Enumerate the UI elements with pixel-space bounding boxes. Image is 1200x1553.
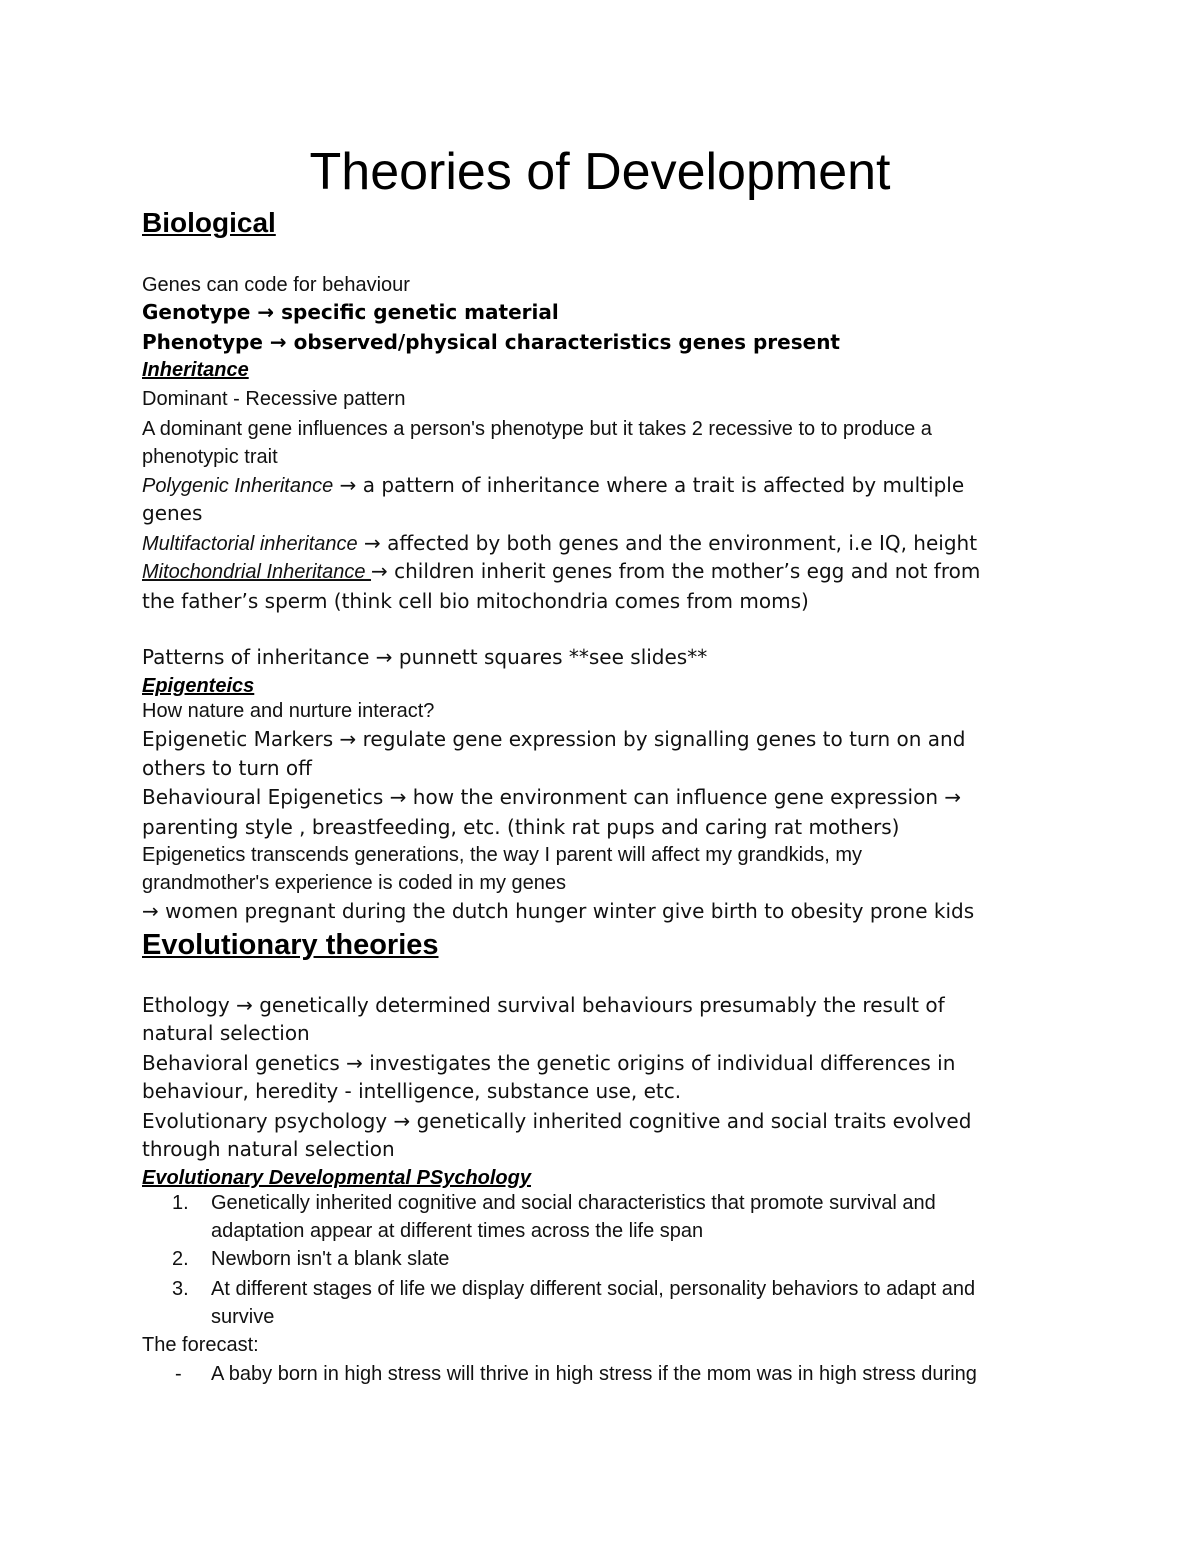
genotype-definition: Genotype → specific genetic material — [142, 300, 559, 324]
list-item-continuation: survive — [211, 1306, 275, 1328]
text-line: phenotypic trait — [142, 446, 278, 468]
polygenic-line — [142, 473, 964, 498]
text-line: behaviour, heredity - intelligence, substance use, etc. — [142, 1079, 682, 1103]
text-line: genes — [142, 501, 203, 525]
list-item: Genetically inherited cognitive and social characteristics that promote survival and — [211, 1192, 936, 1214]
text-line: → women pregnant during the dutch hunger winter give birth to obesity prone kids — [142, 899, 975, 923]
text-line: Genes can code for behaviour — [142, 274, 410, 296]
mitochondrial-line — [142, 559, 980, 584]
text-line: The forecast: — [142, 1334, 259, 1356]
section-heading-evolutionary: Evolutionary theories — [142, 929, 439, 961]
term-multifactorial: Multifactorial inheritance — [142, 533, 358, 555]
list-item: Newborn isn't a blank slate — [211, 1248, 450, 1270]
term-mitochondrial: Mitochondrial Inheritance — [142, 561, 372, 583]
multifactorial-line — [142, 531, 977, 556]
list-number: 3. — [172, 1278, 189, 1300]
list-item: A baby born in high stress will thrive in high stress if the mom was in high stress during — [211, 1363, 977, 1385]
list-item: At different stages of life we display different social, personality behaviors to adapt and — [211, 1278, 976, 1300]
text-line: Behavioral genetics → investigates the genetic origins of individual differences in — [142, 1051, 956, 1075]
term-polygenic: Polygenic Inheritance — [142, 475, 334, 497]
text-line: A dominant gene influences a person's phenotype but it takes 2 recessive to to produce a — [142, 418, 932, 440]
list-item-continuation: adaptation appear at different times across the life span — [211, 1220, 704, 1242]
text-line: natural selection — [142, 1021, 310, 1045]
subheading-inheritance: Inheritance — [142, 359, 249, 381]
text-line: parenting style , breastfeeding, etc. (think rat pups and caring rat mothers) — [142, 815, 900, 839]
text-line: grandmother's experience is coded in my genes — [142, 872, 567, 894]
list-number: 1. — [172, 1192, 189, 1214]
text-line: Dominant - Recessive pattern — [142, 388, 406, 410]
bullet-dash: - — [175, 1363, 182, 1385]
phenotype-definition: Phenotype → observed/physical characteristics genes present — [142, 330, 840, 354]
definition-text: → affected by both genes and the environment, i.e IQ, height — [357, 531, 978, 555]
text-line: the father’s sperm (think cell bio mitochondria comes from moms) — [142, 589, 809, 613]
list-number: 2. — [172, 1248, 189, 1270]
text-line: Behavioural Epigenetics → how the environment can influence gene expression → — [142, 785, 962, 809]
subheading-epigenetics: Epigenteics — [142, 675, 255, 697]
text-line: others to turn off — [142, 756, 312, 780]
text-line: Evolutionary psychology → genetically inherited cognitive and social traits evolved — [142, 1109, 972, 1133]
definition-text: → children inherit genes from the mother’s egg and not from — [371, 559, 981, 583]
text-line: Epigenetics transcends generations, the way I parent will affect my grandkids, my — [142, 844, 862, 866]
text-line: through natural selection — [142, 1137, 395, 1161]
section-heading-biological: Biological — [142, 207, 276, 238]
text-line: Ethology → genetically determined survival behaviours presumably the result of — [142, 993, 945, 1017]
text-line: How nature and nurture interact? — [142, 700, 435, 722]
page-title: Theories of Development — [309, 143, 891, 201]
subheading-evo-dev-psych: Evolutionary Developmental PSychology — [142, 1167, 531, 1189]
definition-text: → a pattern of inheritance where a trait is affected by multiple — [333, 473, 965, 497]
text-line: Epigenetic Markers → regulate gene expression by signalling genes to turn on and — [142, 727, 966, 751]
text-line: Patterns of inheritance → punnett squares **see slides** — [142, 645, 708, 669]
